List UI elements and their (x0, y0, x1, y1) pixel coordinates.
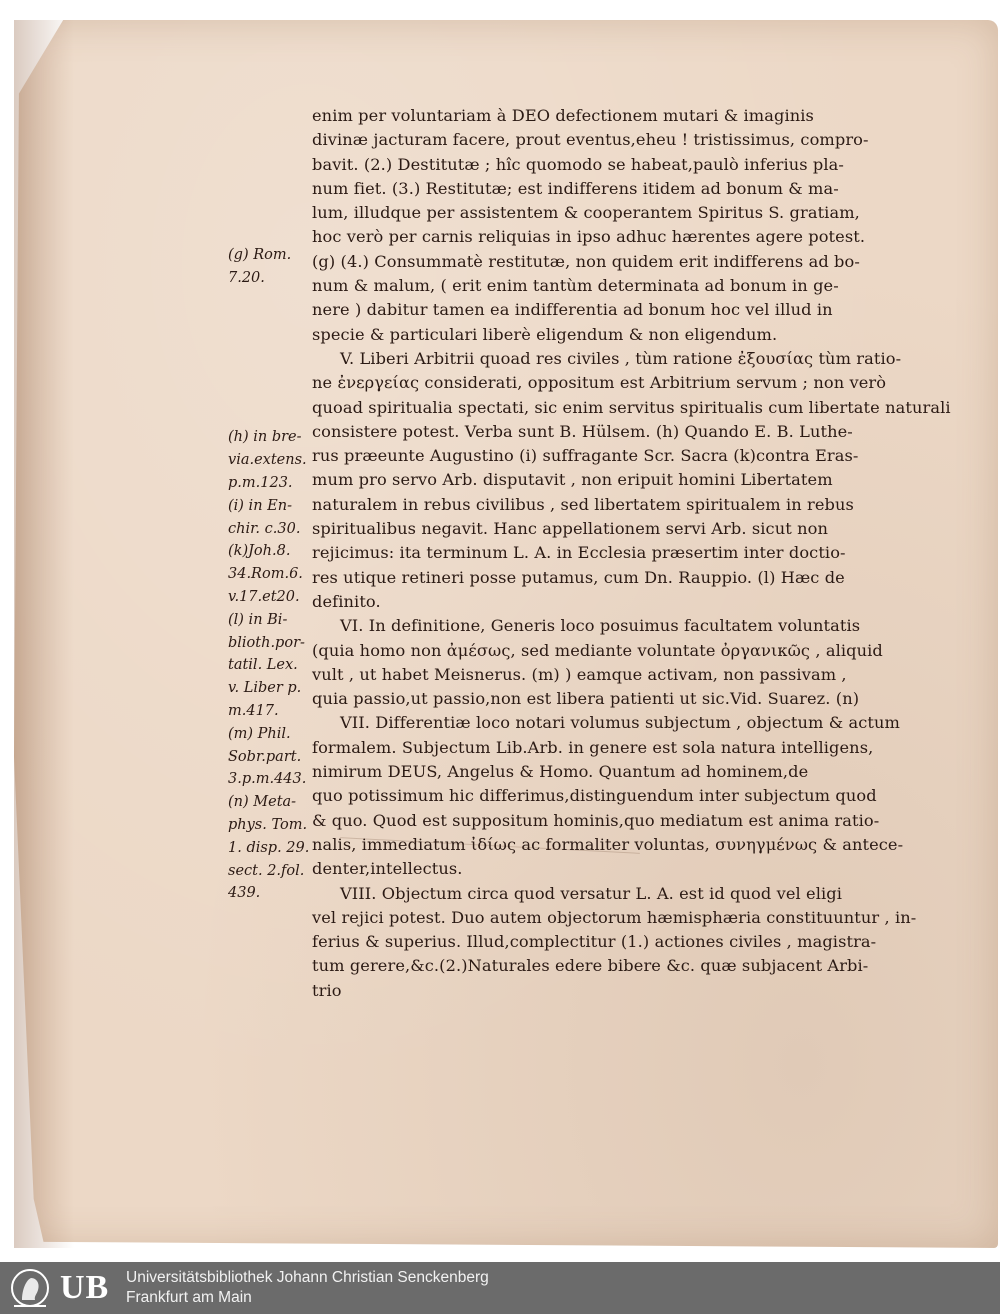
margin-note: p.m.123. (228, 474, 293, 491)
margin-note: (h) in bre- (228, 429, 302, 446)
text-line: definito. (312, 591, 381, 611)
footer-text (126, 1268, 489, 1308)
text-line: denter,intellectus. (312, 859, 463, 879)
text-line: spiritualibus negavit. Hanc appellationem servi Arb. sicut non (312, 519, 828, 539)
margin-note (228, 358, 314, 381)
text-line: nere ) dabitur tamen ea indifferentia ad bonum hoc vel illud in (312, 300, 833, 320)
logo-text: UB (60, 1269, 110, 1306)
text-line: vel rejici potest. Duo autem objectorum hæmisphæria constituuntur , in- (312, 907, 917, 927)
margin-note: 3.p.m.443. (228, 771, 307, 788)
margin-note (228, 404, 314, 427)
margin-note (228, 335, 314, 358)
margin-note: (g) Rom. (228, 247, 292, 263)
margin-note: chir. c.30. (228, 520, 301, 537)
margin-note: v. Liber p. (228, 680, 302, 697)
margin-note: 1. disp. 29. (228, 839, 310, 856)
text-line: nalis, immediatum ἰδίως ac formaliter voluntas, συνηγμένως & antece- (312, 834, 904, 854)
text-line: trio (312, 980, 342, 1000)
text-line: quoad spiritualia spectati, sic enim servitus spiritualis cum libertate naturali (312, 397, 951, 417)
text-line: divinæ jacturam facere, prout eventus,eheu ! tristissimus, compro- (312, 130, 869, 150)
text-line: ne ἐνεργείας considerati, oppositum est Arbitrium servum ; non verò (312, 373, 887, 393)
margin-note (228, 381, 314, 404)
text-line: quia passio,ut passio,non est libera patienti ut sic.Vid. Suarez. (n) (312, 689, 860, 709)
text-line: ferius & superius. Illud,complectitur (1.) actiones civiles , magistra- (312, 932, 877, 952)
margin-note: 34.Rom.6. (228, 566, 303, 583)
text-line: consistere potest. Verba sunt B. Hülsem. (h) Quando E. B. Luthe- (312, 421, 853, 441)
text-line: (quia homo non ἀμέσως, sed mediante voluntate ὀργανικῶς , aliquid (312, 640, 883, 660)
text-line: vult , ut habet Meisnerus. (m) ) eamque activam, non passivam , (312, 664, 847, 684)
text-line: VI. In definitione, Generis loco posuimus facultatem voluntatis (340, 616, 861, 636)
text-line: & quo. Quod est suppositum hominis,quo mediatum est anima ratio- (312, 810, 880, 830)
margin-note: 7.20. (228, 269, 265, 286)
margin-note: (k)Joh.8. (228, 543, 291, 560)
text-line: formalem. Subjectum Lib.Arb. in genere est sola natura intelligens, (312, 737, 874, 757)
text-line: enim per voluntariam à DEO defectionem mutari & imaginis (312, 106, 814, 125)
margin-note: (n) Meta- (228, 794, 297, 811)
institution-city: Frankfurt am Main (126, 1289, 252, 1306)
margin-note: v.17.et20. (228, 588, 300, 605)
margin-note: Sobr.part. (228, 748, 302, 765)
margin-note: m.417. (228, 702, 279, 719)
text-line: V. Liberi Arbitrii quoad res civiles , tùm ratione ἐξουσίας tùm ratio- (340, 348, 902, 368)
text-line: quo potissimum hic differimus,distinguendum inter subjectum quod (312, 786, 877, 806)
margin-note: phys. Tom. (228, 816, 308, 833)
text-line: (g) (4.) Consummatè restitutæ, non quidem erit indifferens ad bo- (312, 251, 860, 271)
library-footer (0, 1262, 1000, 1314)
text-line: res utique retineri posse putamus, cum Dn. Rauppio. (l) Hæc de (312, 567, 845, 587)
portrait-emblem-icon (0, 1266, 58, 1310)
margin-note (228, 290, 314, 313)
margin-note (228, 312, 314, 335)
text-line: rejicimus: ita terminum L. A. in Ecclesia præsertim inter doctio- (312, 543, 846, 563)
margin-note: (l) in Bi- (228, 611, 288, 628)
text-line: rus præeunte Augustino (i) suffragante Scr. Sacra (k)contra Eras- (312, 446, 859, 466)
margin-note: blioth.por- (228, 634, 305, 651)
margin-note: via.extens. (228, 452, 307, 469)
margin-notes (228, 244, 314, 905)
text-line: num fiet. (3.) Restitutæ; est indifferens itidem ad bonum & ma- (312, 178, 839, 198)
text-line: tum gerere,&c.(2.)Naturales edere bibere &c. quæ subjacent Arbi- (312, 956, 869, 976)
library-logo[interactable] (0, 1266, 118, 1310)
main-text-block (312, 104, 951, 1003)
text-line: bavit. (2.) Destitutæ ; hîc quomodo se habeat,paulò inferius pla- (312, 154, 844, 174)
margin-note: (m) Phil. (228, 725, 291, 742)
text-line: num & malum, ( erit enim tantùm determinata ad bonum in ge- (312, 276, 839, 296)
margin-note: tatil. Lex. (228, 657, 298, 674)
text-line: mum pro servo Arb. disputavit , non eripuit homini Libertatem (312, 470, 833, 490)
text-line: specie & particulari liberè eligendum & non eligendum. (312, 324, 778, 344)
text-line: VIII. Objectum circa quod versatur L. A. est id quod vel eligi (340, 883, 843, 903)
text-line: VII. Differentiæ loco notari volumus subjectum , objectum & actum (340, 713, 900, 733)
text-line: lum, illudque per assistentem & cooperantem Spiritus S. gratiam, (312, 203, 860, 223)
margin-note: 439. (228, 885, 261, 902)
margin-note: (i) in En- (228, 497, 292, 514)
institution-name: Universitätsbibliothek Johann Christian Senckenberg (126, 1269, 489, 1286)
margin-note: sect. 2.fol. (228, 862, 305, 879)
text-line: hoc verò per carnis reliquias in ipso adhuc hærentes agere potest. (312, 227, 866, 247)
text-line: nimirum DEUS, Angelus & Homo. Quantum ad hominem,de (312, 762, 809, 782)
text-line: naturalem in rebus civilibus , sed libertatem spiritualem in rebus (312, 494, 854, 514)
